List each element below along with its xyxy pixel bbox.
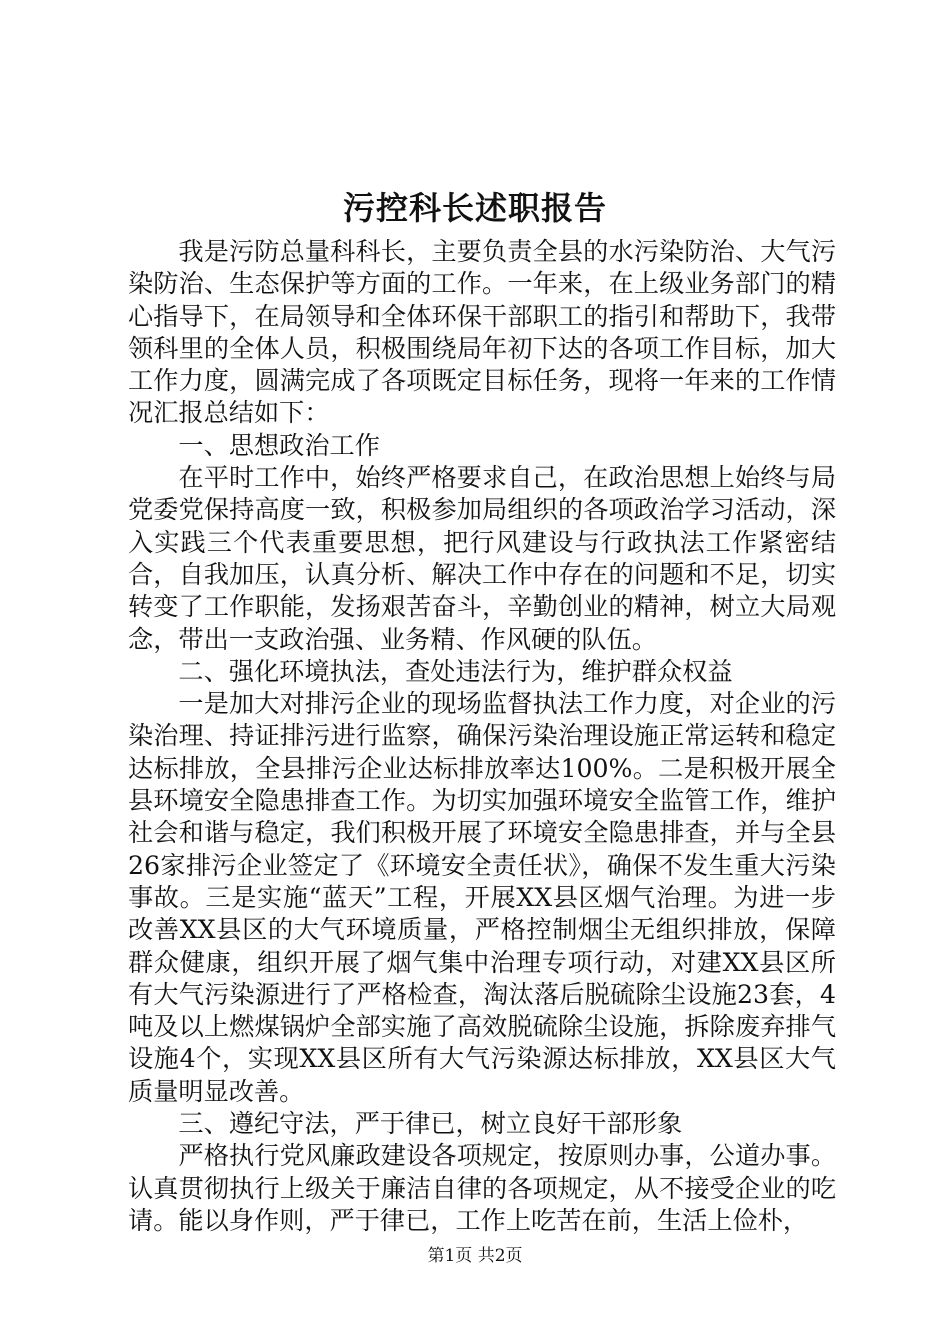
page-footer: 第1页 共2页	[427, 1246, 523, 1266]
section-1-paragraph: 在平时工作中，始终严格要求自己，在政治思想上始终与局党委党保持高度一致，积极参加局组织的各项政治学习活动，深入实践三个代表重要思想，把行风建设与行政执法工作紧密结合，自我加压，认真分析、解决工作中存在的问题和不足，切实转变了工作职能，发扬艰苦奋斗，辛勤创业的精神，树立大局观念，带出一支政治强、业务精、作风硬的队伍。	[128, 463, 836, 654]
section-heading-2: 二、强化环境执法，查处违法行为，维护群众权益	[178, 656, 733, 686]
intro-paragraph: 我是污防总量科科长，主要负责全县的水污染防治、大气污染防治、生态保护等方面的工作。一年来，在上级业务部门的精心指导下，在局领导和全体环保干部职工的指引和帮助下，我带领科里的全体人员，积极围绕局年初下达的各项工作目标，加大工作力度，圆满完成了各项既定目标任务，现将一年来的工作情况汇报总结如下：	[128, 237, 836, 428]
section-heading-3: 三、遵纪守法，严于律已，树立良好干部形象	[178, 1109, 683, 1139]
section-3-paragraph: 严格执行党风廉政建设各项规定，按原则办事，公道办事。认真贯彻执行上级关于廉洁自律的各项规定，从不接受企业的吃请。能以身作则，严于律已，工作上吃苦在前，生活上俭朴，	[128, 1141, 836, 1235]
section-2-paragraph: 一是加大对排污企业的现场监督执法工作力度，对企业的污染治理、持证排污进行监察，确保污染治理设施正常运转和稳定达标排放，全县排污企业达标排放率达100%。二是积极开展全县环境安全隐患排查工作。为切实加强环境安全监管工作，维护社会和谐与稳定，我们积极开展了环境安全隐患排查，并与全县26家排污企业签定了《环境安全责任状》，确保不发生重大污染事故。三是实施“蓝天”工程，开展XX县区烟气治理。为进一步改善XX县区的大气环境质量，严格控制烟尘无组织排放，保障群众健康，组织开展了烟气集中治理专项行动，对建XX县区所有大气污染源进行了严格检查，淘汰落后脱硫除尘设施23套，4吨及以上燃煤锅炉全部实施了高效脱硫除尘设施，拆除废弃排气设施4个，实现XX县区所有大气污染源达标排放，XX县区大气质量明显改善。	[128, 689, 836, 1106]
document-body	[128, 236, 836, 1237]
document-title: 污控科长述职报告	[342, 189, 607, 227]
section-heading-1: 一、思想政治工作	[178, 430, 380, 460]
